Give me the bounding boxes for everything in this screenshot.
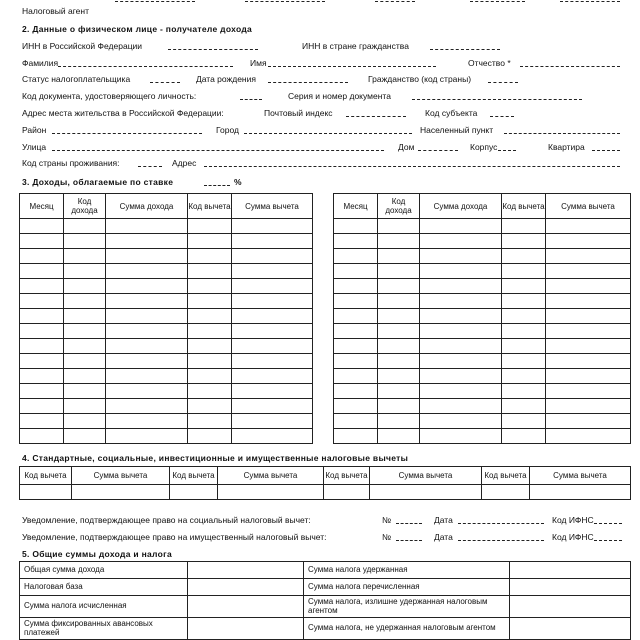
income-cell[interactable] bbox=[64, 384, 106, 399]
building-label: Корпус bbox=[470, 142, 498, 152]
percent-sign: % bbox=[234, 177, 242, 187]
income-cell[interactable] bbox=[546, 324, 631, 339]
income-cell[interactable] bbox=[106, 309, 188, 324]
income-row bbox=[334, 429, 631, 444]
income-cell[interactable] bbox=[106, 384, 188, 399]
income-row bbox=[334, 414, 631, 429]
col-income-code: Код дохода bbox=[64, 194, 106, 219]
col-month: Месяц bbox=[20, 194, 64, 219]
col-deduction-code: Код вычета bbox=[502, 194, 546, 219]
income-cell[interactable] bbox=[502, 399, 546, 414]
notice-property-number-label: № bbox=[382, 532, 392, 542]
income-cell[interactable] bbox=[232, 339, 313, 354]
tax-base-label: Налоговая база bbox=[20, 579, 188, 596]
income-cell[interactable] bbox=[546, 264, 631, 279]
income-cell[interactable] bbox=[378, 219, 420, 234]
income-cell[interactable] bbox=[378, 309, 420, 324]
doc-series-field[interactable] bbox=[412, 99, 582, 100]
subject-code-field[interactable] bbox=[490, 116, 514, 117]
top-dash-2 bbox=[245, 1, 325, 2]
notice-social-number-label: № bbox=[382, 515, 392, 525]
section4-title: 4. Стандартные, социальные, инвестиционные и имущественные налоговые вычеты bbox=[22, 453, 409, 463]
income-cell[interactable] bbox=[546, 234, 631, 249]
address-label: Адрес bbox=[172, 158, 197, 168]
residence-country-label: Код страны проживания: bbox=[22, 158, 120, 168]
income-cell[interactable] bbox=[334, 219, 378, 234]
income-row bbox=[334, 354, 631, 369]
patronymic-field[interactable] bbox=[520, 66, 620, 67]
apartment-label: Квартира bbox=[548, 142, 585, 152]
income-cell[interactable] bbox=[502, 339, 546, 354]
income-cell[interactable] bbox=[188, 369, 232, 384]
income-cell[interactable] bbox=[502, 294, 546, 309]
income-cell[interactable] bbox=[378, 339, 420, 354]
income-cell[interactable] bbox=[64, 309, 106, 324]
income-cell[interactable] bbox=[546, 354, 631, 369]
income-cell[interactable] bbox=[188, 264, 232, 279]
income-cell[interactable] bbox=[232, 384, 313, 399]
income-cell[interactable] bbox=[546, 219, 631, 234]
tax-withheld-value[interactable] bbox=[510, 562, 631, 579]
income-cell[interactable] bbox=[188, 279, 232, 294]
income-cell[interactable] bbox=[420, 369, 502, 384]
deductions-table bbox=[19, 466, 631, 500]
income-cell[interactable] bbox=[64, 264, 106, 279]
income-cell[interactable] bbox=[106, 339, 188, 354]
income-cell[interactable] bbox=[334, 354, 378, 369]
income-cell[interactable] bbox=[420, 309, 502, 324]
income-cell[interactable] bbox=[232, 249, 313, 264]
postal-index-label: Почтовый индекс bbox=[264, 108, 333, 118]
income-cell[interactable] bbox=[420, 294, 502, 309]
col-income-sum: Сумма дохода bbox=[106, 194, 188, 219]
income-row bbox=[334, 399, 631, 414]
income-cell[interactable] bbox=[106, 399, 188, 414]
notice-property-label: Уведомление, подтверждающее право на имущественный налоговый вычет: bbox=[22, 532, 327, 542]
notice-property-number-field[interactable] bbox=[396, 540, 422, 541]
income-cell[interactable] bbox=[232, 324, 313, 339]
district-field[interactable] bbox=[52, 133, 202, 134]
income-row bbox=[20, 354, 313, 369]
income-row bbox=[334, 279, 631, 294]
income-cell[interactable] bbox=[188, 249, 232, 264]
income-row bbox=[20, 294, 313, 309]
income-row bbox=[20, 234, 313, 249]
building-field[interactable] bbox=[498, 150, 516, 151]
locality-field[interactable] bbox=[504, 133, 620, 134]
tax-excess-label: Сумма налога, излишне удержанная налоговым агентом bbox=[304, 596, 510, 618]
income-cell[interactable] bbox=[188, 294, 232, 309]
income-cell[interactable] bbox=[334, 264, 378, 279]
income-cell[interactable] bbox=[188, 309, 232, 324]
income-cell[interactable] bbox=[20, 354, 64, 369]
income-cell[interactable] bbox=[334, 279, 378, 294]
income-cell[interactable] bbox=[334, 369, 378, 384]
income-cell[interactable] bbox=[420, 339, 502, 354]
doc-series-label: Серия и номер документа bbox=[288, 91, 391, 101]
ded-cell[interactable] bbox=[370, 485, 482, 500]
income-cell[interactable] bbox=[502, 234, 546, 249]
ded-cell[interactable] bbox=[482, 485, 530, 500]
income-cell[interactable] bbox=[420, 264, 502, 279]
top-dash-5 bbox=[560, 1, 620, 2]
ded-sum-1: Сумма вычета bbox=[72, 467, 170, 485]
income-cell[interactable] bbox=[420, 399, 502, 414]
income-cell[interactable] bbox=[546, 249, 631, 264]
doc-code-field[interactable] bbox=[240, 99, 262, 100]
income-cell[interactable] bbox=[20, 384, 64, 399]
income-cell[interactable] bbox=[20, 399, 64, 414]
notice-property-ifns-field[interactable] bbox=[594, 540, 622, 541]
income-table-left bbox=[19, 193, 313, 444]
section5-title: 5. Общие суммы дохода и налога bbox=[22, 549, 172, 559]
residence-country-field[interactable] bbox=[138, 166, 162, 167]
income-cell[interactable] bbox=[502, 264, 546, 279]
house-field[interactable] bbox=[418, 150, 458, 151]
income-row bbox=[334, 219, 631, 234]
income-cell[interactable] bbox=[106, 249, 188, 264]
inn-foreign-label: ИНН в стране гражданства bbox=[302, 41, 409, 51]
section2-title: 2. Данные о физическом лице - получателе дохода bbox=[22, 24, 253, 34]
income-cell[interactable] bbox=[420, 279, 502, 294]
totals-table bbox=[19, 561, 631, 640]
postal-index-field[interactable] bbox=[346, 116, 406, 117]
status-label: Статус налогоплательщика bbox=[22, 74, 131, 84]
income-cell[interactable] bbox=[502, 384, 546, 399]
income-cell[interactable] bbox=[232, 429, 313, 444]
city-label: Город bbox=[216, 125, 239, 135]
income-cell[interactable] bbox=[64, 294, 106, 309]
income-cell[interactable] bbox=[378, 294, 420, 309]
income-cell[interactable] bbox=[378, 279, 420, 294]
income-row bbox=[20, 429, 313, 444]
income-cell[interactable] bbox=[334, 309, 378, 324]
income-cell[interactable] bbox=[188, 234, 232, 249]
income-cell[interactable] bbox=[378, 384, 420, 399]
income-row bbox=[20, 219, 313, 234]
income-cell[interactable] bbox=[546, 339, 631, 354]
birth-date-field[interactable] bbox=[268, 82, 348, 83]
income-table-right bbox=[333, 193, 631, 444]
income-cell[interactable] bbox=[420, 234, 502, 249]
citizenship-field[interactable] bbox=[488, 82, 518, 83]
inn-rf-label: ИНН в Российской Федерации bbox=[22, 41, 143, 51]
income-cell[interactable] bbox=[106, 219, 188, 234]
income-cell[interactable] bbox=[378, 354, 420, 369]
income-cell[interactable] bbox=[546, 309, 631, 324]
income-row bbox=[334, 234, 631, 249]
ded-code-2: Код вычета bbox=[170, 467, 218, 485]
income-cell[interactable] bbox=[20, 264, 64, 279]
income-cell[interactable] bbox=[64, 339, 106, 354]
top-dash-4 bbox=[470, 1, 525, 2]
income-cell[interactable] bbox=[188, 429, 232, 444]
income-cell[interactable] bbox=[64, 354, 106, 369]
income-cell[interactable] bbox=[188, 399, 232, 414]
total-income-label: Общая сумма дохода bbox=[20, 562, 188, 579]
income-cell[interactable] bbox=[420, 324, 502, 339]
ded-cell[interactable] bbox=[20, 485, 72, 500]
income-cell[interactable] bbox=[334, 429, 378, 444]
income-cell[interactable] bbox=[106, 264, 188, 279]
income-row bbox=[20, 309, 313, 324]
tax-agent-field[interactable] bbox=[115, 1, 195, 2]
notice-social-date-label: Дата bbox=[434, 515, 453, 525]
income-cell[interactable] bbox=[334, 249, 378, 264]
income-cell[interactable] bbox=[420, 354, 502, 369]
col-deduction-sum: Сумма вычета bbox=[546, 194, 631, 219]
tax-not-withheld-value[interactable] bbox=[510, 618, 631, 640]
income-cell[interactable] bbox=[20, 249, 64, 264]
income-cell[interactable] bbox=[334, 414, 378, 429]
surname-label: Фамилия bbox=[22, 58, 59, 68]
income-cell[interactable] bbox=[334, 399, 378, 414]
income-cell[interactable] bbox=[378, 324, 420, 339]
income-cell[interactable] bbox=[64, 219, 106, 234]
income-cell[interactable] bbox=[502, 249, 546, 264]
ded-code-4: Код вычета bbox=[482, 467, 530, 485]
apartment-field[interactable] bbox=[592, 150, 620, 151]
income-cell[interactable] bbox=[378, 264, 420, 279]
patronymic-label: Отчество * bbox=[468, 58, 511, 68]
income-cell[interactable] bbox=[232, 354, 313, 369]
notice-property-ifns-label: Код ИФНС bbox=[552, 532, 594, 542]
income-cell[interactable] bbox=[106, 324, 188, 339]
income-cell[interactable] bbox=[334, 339, 378, 354]
income-cell[interactable] bbox=[20, 339, 64, 354]
income-cell[interactable] bbox=[502, 429, 546, 444]
income-cell[interactable] bbox=[20, 369, 64, 384]
income-cell[interactable] bbox=[20, 414, 64, 429]
income-cell[interactable] bbox=[20, 294, 64, 309]
income-cell[interactable] bbox=[64, 369, 106, 384]
income-row bbox=[334, 339, 631, 354]
income-cell[interactable] bbox=[232, 414, 313, 429]
income-row bbox=[20, 384, 313, 399]
income-cell[interactable] bbox=[188, 339, 232, 354]
col-month: Месяц bbox=[334, 194, 378, 219]
income-row bbox=[334, 369, 631, 384]
income-row bbox=[20, 279, 313, 294]
tax-transferred-value[interactable] bbox=[510, 579, 631, 596]
income-cell[interactable] bbox=[232, 369, 313, 384]
rate-field[interactable] bbox=[204, 185, 230, 186]
income-cell[interactable] bbox=[378, 414, 420, 429]
income-row bbox=[334, 309, 631, 324]
income-cell[interactable] bbox=[546, 429, 631, 444]
income-cell[interactable] bbox=[334, 384, 378, 399]
income-cell[interactable] bbox=[20, 324, 64, 339]
income-cell[interactable] bbox=[188, 414, 232, 429]
ded-cell[interactable] bbox=[218, 485, 324, 500]
income-cell[interactable] bbox=[378, 399, 420, 414]
inn-rf-field[interactable] bbox=[168, 49, 258, 50]
tax-withheld-label: Сумма налога удержанная bbox=[304, 562, 510, 579]
notice-property-date-field[interactable] bbox=[458, 540, 544, 541]
income-cell[interactable] bbox=[20, 219, 64, 234]
income-cell[interactable] bbox=[20, 279, 64, 294]
notice-social-number-field[interactable] bbox=[396, 523, 422, 524]
income-cell[interactable] bbox=[502, 279, 546, 294]
income-cell[interactable] bbox=[106, 369, 188, 384]
house-label: Дом bbox=[398, 142, 415, 152]
income-cell[interactable] bbox=[546, 414, 631, 429]
total-income-value[interactable] bbox=[188, 562, 304, 579]
income-cell[interactable] bbox=[232, 219, 313, 234]
name-label: Имя bbox=[250, 58, 267, 68]
street-field[interactable] bbox=[52, 150, 384, 151]
income-cell[interactable] bbox=[232, 264, 313, 279]
notice-social-label: Уведомление, подтверждающее право на социальный налоговый вычет: bbox=[22, 515, 311, 525]
col-income-sum: Сумма дохода bbox=[420, 194, 502, 219]
citizenship-label: Гражданство (код страны) bbox=[368, 74, 472, 84]
income-cell[interactable] bbox=[378, 249, 420, 264]
income-cell[interactable] bbox=[106, 429, 188, 444]
ded-code-3: Код вычета bbox=[324, 467, 370, 485]
income-cell[interactable] bbox=[64, 324, 106, 339]
income-cell[interactable] bbox=[232, 234, 313, 249]
income-cell[interactable] bbox=[64, 429, 106, 444]
income-cell[interactable] bbox=[502, 354, 546, 369]
ded-sum-3: Сумма вычета bbox=[370, 467, 482, 485]
status-field[interactable] bbox=[150, 82, 180, 83]
ded-cell[interactable] bbox=[530, 485, 631, 500]
income-cell[interactable] bbox=[20, 309, 64, 324]
income-row bbox=[20, 339, 313, 354]
col-deduction-sum: Сумма вычета bbox=[232, 194, 313, 219]
income-cell[interactable] bbox=[334, 324, 378, 339]
income-row bbox=[20, 324, 313, 339]
income-cell[interactable] bbox=[502, 309, 546, 324]
income-cell[interactable] bbox=[420, 414, 502, 429]
address-rf-label: Адрес места жительства в Российской Федерации: bbox=[22, 108, 224, 118]
top-dash-3 bbox=[375, 1, 415, 2]
income-cell[interactable] bbox=[334, 234, 378, 249]
income-cell[interactable] bbox=[546, 369, 631, 384]
income-cell[interactable] bbox=[232, 309, 313, 324]
income-cell[interactable] bbox=[546, 279, 631, 294]
income-cell[interactable] bbox=[64, 399, 106, 414]
fixed-advance-value[interactable] bbox=[188, 618, 304, 640]
income-row bbox=[20, 264, 313, 279]
income-cell[interactable] bbox=[502, 414, 546, 429]
col-income-code: Код дохода bbox=[378, 194, 420, 219]
ded-sum-2: Сумма вычета bbox=[218, 467, 324, 485]
income-row bbox=[334, 324, 631, 339]
section3-title: 3. Доходы, облагаемые по ставке bbox=[22, 177, 174, 187]
income-row bbox=[20, 399, 313, 414]
income-cell[interactable] bbox=[188, 384, 232, 399]
notice-property-date-label: Дата bbox=[434, 532, 453, 542]
city-field[interactable] bbox=[244, 133, 412, 134]
notice-social-ifns-label: Код ИФНС bbox=[552, 515, 594, 525]
name-field[interactable] bbox=[268, 66, 436, 67]
street-label: Улица bbox=[22, 142, 47, 152]
income-cell[interactable] bbox=[502, 369, 546, 384]
income-cell[interactable] bbox=[106, 234, 188, 249]
tax-excess-value[interactable] bbox=[510, 596, 631, 618]
income-cell[interactable] bbox=[546, 399, 631, 414]
income-cell[interactable] bbox=[106, 414, 188, 429]
income-cell[interactable] bbox=[378, 234, 420, 249]
income-cell[interactable] bbox=[188, 354, 232, 369]
income-cell[interactable] bbox=[188, 219, 232, 234]
district-label: Район bbox=[22, 125, 47, 135]
income-cell[interactable] bbox=[20, 234, 64, 249]
income-cell[interactable] bbox=[106, 279, 188, 294]
tax-transferred-label: Сумма налога перечисленная bbox=[304, 579, 510, 596]
tax-calculated-label: Сумма налога исчисленная bbox=[20, 596, 188, 618]
income-cell[interactable] bbox=[106, 354, 188, 369]
fixed-advance-label: Сумма фиксированных авансовых платежей bbox=[20, 618, 188, 640]
income-cell[interactable] bbox=[232, 399, 313, 414]
address-field[interactable] bbox=[204, 166, 620, 167]
income-cell[interactable] bbox=[64, 249, 106, 264]
income-row bbox=[20, 369, 313, 384]
income-cell[interactable] bbox=[64, 414, 106, 429]
birth-date-label: Дата рождения bbox=[196, 74, 256, 84]
income-cell[interactable] bbox=[232, 279, 313, 294]
income-row bbox=[334, 294, 631, 309]
ded-code-1: Код вычета bbox=[20, 467, 72, 485]
tax-base-value[interactable] bbox=[188, 579, 304, 596]
income-cell[interactable] bbox=[502, 219, 546, 234]
col-deduction-code: Код вычета bbox=[188, 194, 232, 219]
income-cell[interactable] bbox=[232, 294, 313, 309]
income-row bbox=[334, 264, 631, 279]
notice-social-date-field[interactable] bbox=[458, 523, 544, 524]
income-row bbox=[20, 414, 313, 429]
income-cell[interactable] bbox=[64, 279, 106, 294]
income-cell[interactable] bbox=[20, 429, 64, 444]
notice-social-ifns-field[interactable] bbox=[594, 523, 622, 524]
income-cell[interactable] bbox=[502, 324, 546, 339]
income-cell[interactable] bbox=[420, 429, 502, 444]
ded-cell[interactable] bbox=[72, 485, 170, 500]
income-cell[interactable] bbox=[378, 429, 420, 444]
ded-sum-4: Сумма вычета bbox=[530, 467, 631, 485]
ded-cell[interactable] bbox=[324, 485, 370, 500]
income-cell[interactable] bbox=[64, 234, 106, 249]
ded-cell[interactable] bbox=[170, 485, 218, 500]
tax-not-withheld-label: Сумма налога, не удержанная налоговым агентом bbox=[304, 618, 510, 640]
income-cell[interactable] bbox=[106, 294, 188, 309]
income-cell[interactable] bbox=[378, 369, 420, 384]
inn-foreign-field[interactable] bbox=[430, 49, 500, 50]
tax-calculated-value[interactable] bbox=[188, 596, 304, 618]
doc-code-label: Код документа, удостоверяющего личность: bbox=[22, 91, 197, 101]
income-cell[interactable] bbox=[334, 294, 378, 309]
tax-agent-label: Налоговый агент bbox=[22, 6, 89, 16]
income-cell[interactable] bbox=[420, 384, 502, 399]
income-cell[interactable] bbox=[546, 384, 631, 399]
income-cell[interactable] bbox=[420, 249, 502, 264]
income-cell[interactable] bbox=[546, 294, 631, 309]
income-cell[interactable] bbox=[420, 219, 502, 234]
subject-code-label: Код субъекта bbox=[425, 108, 478, 118]
locality-label: Населенный пункт bbox=[420, 125, 494, 135]
income-row bbox=[20, 249, 313, 264]
surname-field[interactable] bbox=[58, 66, 233, 67]
income-cell[interactable] bbox=[188, 324, 232, 339]
income-row bbox=[334, 384, 631, 399]
income-row bbox=[334, 249, 631, 264]
